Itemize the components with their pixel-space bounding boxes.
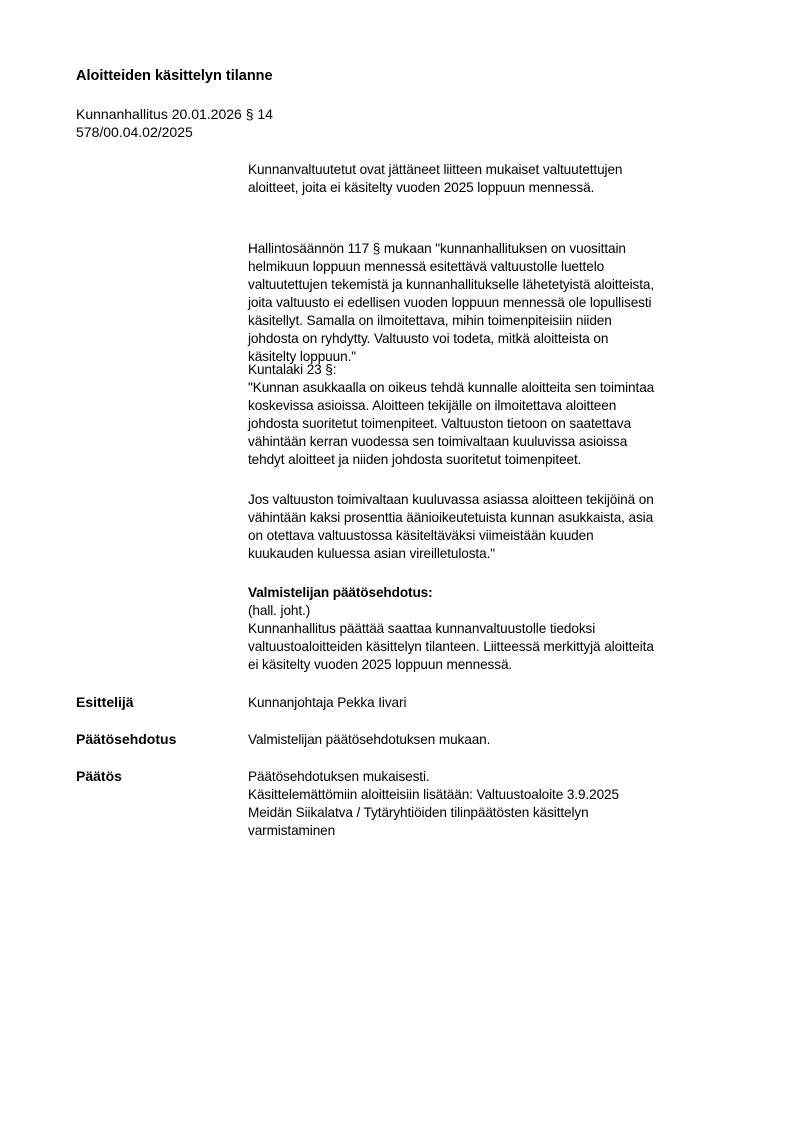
text-line: käsitellyt. Samalla on ilmoitettava, mihin toimenpiteisiin niiden [248,313,612,328]
text-line: koskevissa asioissa. Aloitteen tekijälle on ilmoitettava aloitteen [248,398,617,413]
text-line: Kunnanvaltuutetut ovat jättäneet liitteen mukaiset valtuutettujen [248,162,623,177]
text-line: vähintään kaksi prosenttia äänioikeutetuista kunnan asukkaista, asia [248,510,654,525]
text-line: on otettava valtuustossa käsiteltäväksi viimeistään kuuden [248,528,594,543]
meeting-reference: Kunnanhallitus 20.01.2026 § 14 [76,106,273,122]
field-value-esittelija [248,694,406,712]
text-line: helmikuun loppuun mennessä esitettävä valtuustolle luettelo [248,259,605,274]
text-line: Jos valtuuston toimivaltaan kuuluvassa asiassa aloitteen tekijöinä on [248,492,654,507]
text-line: Päätösehdotuksen mukaisesti. [248,769,430,784]
text-line: tehdyt aloitteet ja niiden johdosta suoritetut toimenpiteet. [248,452,582,467]
field-label-paatos: Päätös [76,768,122,784]
field-value-paatosehdotus [248,731,490,749]
text-line: kuukauden kuluessa asian vireilletulosta." [248,546,495,561]
text-line: Hallintosäännön 117 § mukaan "kunnanhallituksen on vuosittain [248,241,626,256]
text-line: Meidän Siikalatva / Tytäryhtiöiden tilinpäätösten käsittelyn [248,805,589,820]
text-line: vähintään kerran vuodessa sen toimivaltaan kuuluvissa asioissa [248,434,628,449]
text-line: varmistaminen [248,823,336,838]
text-line: johdosta suoritetut toimenpiteet. Valtuuston tietoon on saatettava [248,416,632,431]
proposal-heading: Valmistelijan päätösehdotus: [248,585,433,600]
text-line: aloitteet, joita ei käsitelty vuoden 2025 loppuun mennessä. [248,180,595,195]
field-label-paatosehdotus: Päätösehdotus [76,731,177,747]
text-line: valtuustoaloitteiden käsittelyn tilanteen. Liitteessä merkittyjä aloitteita [248,639,654,654]
text-line: Kunnanhallitus päättää saattaa kunnanvaltuustolle tiedoksi [248,621,596,636]
text-line: ei käsitelty vuoden 2025 loppuun mennessä. [248,657,513,672]
text-line: (hall. joht.) [248,603,311,618]
text-line: valtuutettujen tekemistä ja kunnanhallitukselle lähetetyistä aloitteista, [248,277,655,292]
text-line: Käsittelemättömiin aloitteisiin lisätään: Valtuustoaloite 3.9.2025 [248,787,619,802]
text-line: "Kunnan asukkaalla on oikeus tehdä kunnalle aloitteita sen toimintaa [248,380,655,395]
jos-paragraph [248,491,654,563]
proposal-text [248,602,654,674]
record-id: 578/00.04.02/2025 [76,124,193,140]
intro-paragraph [248,161,622,197]
hallintosaanto-paragraph [248,240,654,366]
text-line: käsitelty loppuun." [248,349,356,364]
text-line: johdosta on ryhdytty. Valtuusto voi todeta, mitkä aloitteista on [248,331,609,346]
text-line: Kuntalaki 23 §: [248,362,337,377]
field-value-paatos [248,768,619,840]
text-line: Valmistelijan päätösehdotuksen mukaan. [248,732,491,747]
kuntalaki-paragraph [248,361,654,469]
field-label-esittelija: Esittelijä [76,694,134,710]
document-title: Aloitteiden käsittelyn tilanne [76,68,273,84]
text-line: Kunnanjohtaja Pekka Iivari [248,695,407,710]
text-line: joita valtuusto ei edellisen vuoden loppuun mennessä ole lopullisesti [248,295,652,310]
